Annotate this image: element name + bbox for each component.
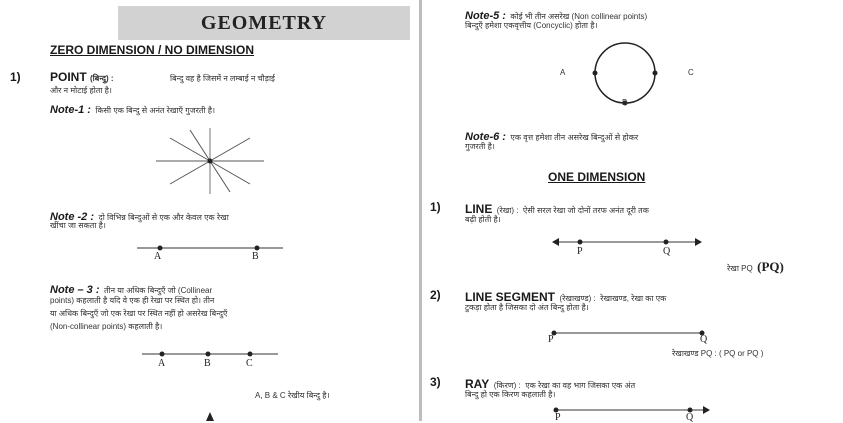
line-segment-caption: रेखाखण्ड PQ : ( PQ or PQ )	[672, 349, 764, 358]
note6-line2: गुजरती है।	[465, 142, 495, 151]
segment-point-p: P	[548, 334, 554, 345]
collinear-caption: A, B & C रेखीय बिन्दु है।	[255, 391, 330, 400]
note3-line2: points) कहलाती है यदि वे एक ही रेखा पर स्थित हो। तीन	[50, 296, 215, 305]
point-label-a: A	[158, 358, 166, 369]
ray-definition-line2: बिन्दु हो एक किरण कहलाती है।	[465, 390, 556, 399]
note2: Note -2 : दो विभिन्न बिन्दुओं से एक और केवल एक रेखा	[50, 211, 229, 223]
item-number-ray: 3)	[430, 375, 441, 389]
point-label-b: B	[204, 358, 211, 369]
line-pq-diagram	[552, 236, 702, 248]
point-definition-line2: और न मोटाई होता है।	[50, 86, 112, 95]
point-label-a: A	[154, 251, 162, 262]
note5: Note-5 : कोई भी तीन असरेख (Non collinear points)	[465, 10, 648, 22]
note1: Note-1 : किसी एक बिन्दु से अनंत रेखाएँ गुजरती है।	[50, 104, 216, 116]
term-line: LINE (रेखा) : ऐसी सरल रेखा जो दोनों तरफ अनंत दूरी तक	[465, 202, 649, 216]
line-definition-line2: बढ़ी होती है।	[465, 215, 501, 224]
column-divider	[419, 0, 422, 421]
term-ray: RAY (किरण) : एक रेखा का वह भाग जिसका एक अंत	[465, 377, 636, 391]
note5-line2: बिन्दुएँ हमेशा एकवृत्तीय (Concyclic) होता है।	[465, 21, 598, 30]
circle-point-a: A	[560, 68, 566, 77]
circle-point-b: B	[622, 98, 628, 107]
line-point-q: Q	[663, 246, 671, 257]
concurrent-lines-diagram	[150, 126, 270, 196]
point-marker	[206, 412, 214, 421]
segment-point-q: Q	[700, 334, 708, 345]
term-line-segment: LINE SEGMENT (रेखाखण्ड) : रेखाखण्ड, रेखा का एक	[465, 290, 667, 304]
item-number-point: 1)	[10, 70, 21, 84]
zero-dimension-heading: ZERO DIMENSION / NO DIMENSION	[50, 43, 255, 57]
ray-point-p: P	[555, 412, 561, 423]
line-segment-pq-diagram	[548, 327, 708, 339]
note3-line4: (Non-collinear points) कहलाती है।	[50, 322, 163, 331]
point-label-b: B	[252, 251, 259, 262]
term-point: POINT (बिन्दु) :	[50, 70, 114, 84]
point-definition-line1: बिन्दु वह है जिसमें न लम्बाई न चौड़ाई	[170, 74, 275, 83]
item-number-line-segment: 2)	[430, 288, 441, 302]
circle-point-c: C	[688, 68, 694, 77]
note3-line3: या अधिक बिन्दुएँ जो एक रेखा पर स्थित नहीं हो असरेख बिन्दुएँ	[50, 309, 228, 318]
one-dimension-heading: ONE DIMENSION	[548, 170, 646, 184]
line-caption: रेखा PQ (PQ)	[727, 259, 784, 274]
line-point-p: P	[577, 246, 583, 257]
note3: Note – 3 : तीन या अधिक बिन्दुएँ जो (Collinear	[50, 284, 213, 296]
note6: Note-6 : एक वृत्त हमेशा तीन असरेख बिन्दुओं से होकर	[465, 131, 639, 143]
segment-definition-line2: टुकड़ा होता है जिसका दो अंत बिन्दु होता है।	[465, 303, 589, 312]
point-label-c: C	[246, 358, 253, 369]
ray-point-q: Q	[686, 412, 694, 423]
item-number-line: 1)	[430, 200, 441, 214]
note2-line2: खींचा जा सकता है।	[50, 221, 106, 230]
page-title: GEOMETRY	[200, 12, 328, 34]
